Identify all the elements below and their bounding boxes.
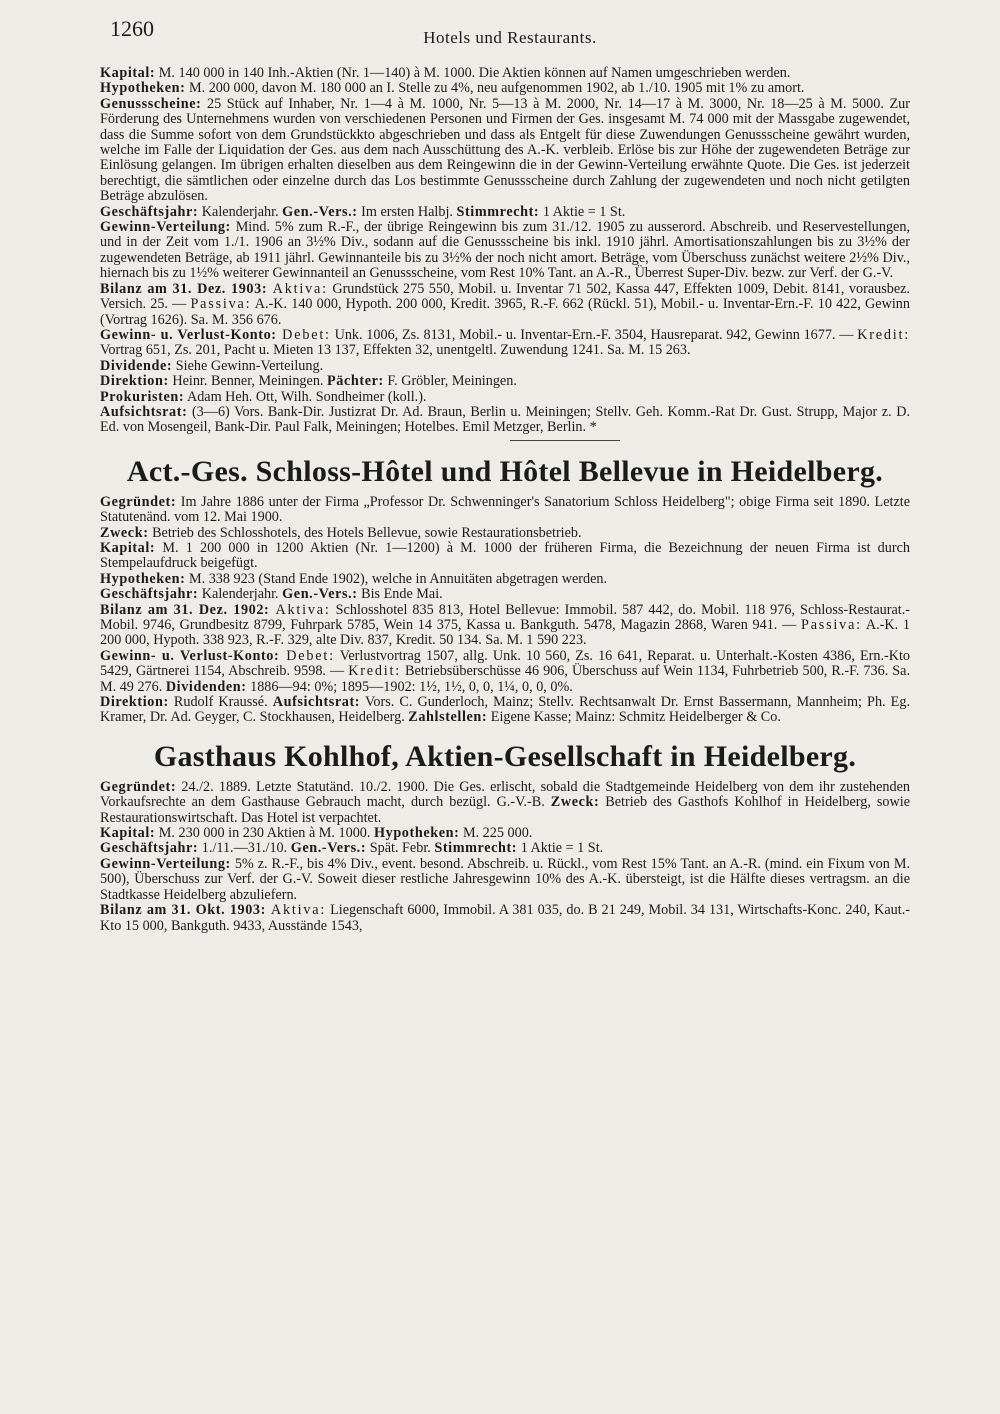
spaced-label: Passiva:	[190, 296, 252, 313]
field-text: 1./11.—31./10.	[198, 840, 291, 857]
field-text: Verlustvortrag 1507, allg. Unk. 10 560, Zs. 16 641, Reparat. u. Unterhalt.-Kosten 4386, Ern.-Kto 5429, Gärtnerei 1154, Abschreib. 9598. —	[100, 647, 911, 680]
field-label: Zweck:	[100, 524, 149, 541]
field-label: Stimmrecht:	[456, 203, 540, 220]
paragraph	[100, 572, 910, 587]
paragraph	[100, 903, 910, 934]
paragraph	[100, 374, 910, 389]
field-label: Gewinn-Verteilung:	[100, 219, 231, 236]
paragraph	[100, 587, 910, 602]
spaced-label: Aktiva:	[267, 280, 328, 297]
field-text: Rudolf Kraussé.	[168, 694, 273, 711]
field-label: Gen.-Vers.:	[290, 840, 367, 857]
field-label: Dividenden:	[165, 678, 247, 695]
field-label: Gen.-Vers.:	[282, 586, 358, 603]
field-text: Grundstück 275 550, Mobil. u. Inventar 71 502, Kassa 447, Effekten 1009, Debit. 8141, vorausbez. Versich. 25. —	[100, 280, 910, 313]
field-label: Direktion:	[100, 694, 169, 711]
field-text: M. 338 923 (Stand Ende 1902), welche in Annuitäten abgetragen werden.	[185, 570, 608, 587]
entry-schloss-hotel-bellevue	[100, 495, 910, 726]
paragraph	[100, 649, 910, 695]
field-label: Geschäftsjahr:	[100, 203, 199, 220]
field-label: Zweck:	[550, 794, 600, 811]
field-text: M. 200 000, davon M. 180 000 an I. Stelle zu 4%, neu aufgenommen 1902, ab 1./10. 1905 mit 1% zu amort.	[185, 80, 805, 97]
field-label: Gewinn-Verteilung:	[100, 855, 231, 872]
spaced-label: Aktiva:	[265, 902, 327, 919]
field-text: M. 230 000 in 230 Aktien à M. 1000.	[155, 825, 374, 842]
paragraph	[100, 695, 910, 726]
field-text: Betrieb des Schlosshotels, des Hotels Bellevue, sowie Restaurationsbetrieb.	[148, 524, 582, 541]
entry-title-schloss-hotel: Act.-Ges. Schloss-Hôtel und Hôtel Bellevue in Heidelberg.	[126, 454, 884, 488]
field-text: Betriebsüberschüsse 46 906, Überschuss auf Wein 1134, Fuhrbetrieb 500, R.-F. 736. Sa. M. 49 276.	[100, 663, 910, 695]
paragraph	[100, 603, 910, 649]
field-text: Kalenderjahr.	[198, 203, 283, 220]
field-text: 5% z. R.-F., bis 4% Div., event. besond. Abschreib. u. Rückl., vom Rest 15% Tant. an A.-R. (mind. ein Fixum von M. 500), Überschuss zur Verf. der G.-V. Soweit dieser restliche Jahresgewinn 10% des A.-K. übersteigt, ist die Hälfte dieses vertragsm. an die Stadtkasse Heidelberg abzuliefern.	[100, 855, 910, 903]
field-label: Gewinn- u. Verlust-Konto:	[100, 647, 280, 664]
field-text: Bis Ende Mai.	[357, 586, 443, 603]
field-text: Unk. 1006, Zs. 8131, Mobil.- u. Inventar-Ern.-F. 3504, Hausreparat. 942, Gewinn 1677. —	[330, 326, 858, 343]
field-label: Stimmrecht:	[434, 840, 518, 857]
field-label: Bilanz am 31. Dez. 1902:	[100, 601, 270, 618]
page-number: 1260	[110, 16, 154, 41]
field-label: Kapital:	[100, 65, 156, 81]
field-text: Kalenderjahr.	[198, 586, 283, 603]
entry-title-gasthaus-kohlhof: Gasthaus Kohlhof, Aktien-Gesellschaft in Heidelberg.	[153, 739, 857, 773]
field-text: A.-K. 140 000, Hypoth. 200 000, Kredit. 3965, R.-F. 662 (Rückl. 51), Mobil.- u. Inventar-Ern.-F. 10 422, Gewinn (Vortrag 1626). Sa. M. 356 676.	[100, 296, 910, 328]
spaced-label: Debet:	[279, 647, 335, 664]
paragraph	[100, 359, 910, 374]
field-text: 25 Stück auf Inhaber, Nr. 1—4 à M. 1000, Nr. 5—13 à M. 2000, Nr. 14—17 à M. 3000, Nr. 18—25 à M. 5000. Zur Förderung des Unternehmens wurden von verschiedenen Personen und Firmen der Ges. insgesamt M. 74 000 mit der Massgabe zugewendet, dass die Summe sofort von dem Grundstückkto abgeschrieben und dass als Entgelt für diese Zuwendungen Genussscheine gewährt wurden, welche im Falle der Liquidation der Ges. aus dem nach Ausschüttung des A.-K. verbleib. Erlöse bis zur Höhe der zugewendeten Beträge zur Einlösung gelangen. Im übrigen erhalten dieselben aus dem Reingewinn die in der Gewinn-Verteilung erwähnte Quote. Die Ges. ist jederzeit berechtigt, die sämtlichen oder einzelne durch das Los bestimmte Genussscheine durch Zahlung der zugewendeten und noch nicht getilgten Beträge abzulösen.	[100, 95, 910, 205]
field-label: Bilanz am 31. Dez. 1903:	[100, 280, 268, 297]
page-content	[100, 66, 910, 934]
field-label: Hypotheken:	[100, 570, 186, 587]
paragraph	[100, 405, 910, 436]
field-text: Spät. Febr.	[366, 840, 435, 857]
field-label: Geschäftsjahr:	[100, 586, 199, 603]
paragraph	[100, 541, 910, 572]
field-text: Vors. C. Gunderloch, Mainz; Stellv. Rechtsanwalt Dr. Ernst Bassermann, Mannheim; Ph. Eg. Kramer, Dr. Ad. Geyger, C. Stockhausen, Heidelberg.	[100, 694, 910, 726]
field-text: (3—6) Vors. Bank-Dir. Justizrat Dr. Ad. Braun, Berlin u. Meiningen; Stellv. Geh. Komm.-Rat Dr. Gust. Strupp, Major z. D. Ed. von Mosengeil, Bank-Dir. Paul Falk, Meiningen; Hotelbes. Emil Metzger, Berlin. *	[100, 403, 910, 436]
field-label: Aufsichtsrat:	[272, 694, 361, 711]
spaced-label: Passiva:	[801, 617, 862, 633]
field-text: Adam Heh. Ott, Wilh. Sondheimer (koll.).	[184, 388, 427, 405]
paragraph	[100, 495, 910, 526]
field-text: Mind. 5% zum R.-F., der übrige Reingewinn bis zum 31./12. 1905 zu ausserord. Abschreib. und Reservestellungen, und in der Zeit vom 1./1. 1906 an 3½% Div., sodann auf die Genussscheine bis inkl. 1910 jährl. Amortisationszahlungen bis zu 3½% der zugewendeten Beträge, ab 1911 jährl. Gewinnanteile bis zu 3½% der noch nicht amort. Beträge, vom Überschuss zunächst weitere 2½% Div., hiernach bis zu 1½% weiterer Gewinnanteil an Genussscheine, vom Rest 10% Tant. an A.-R., Überrest Super-Div. bezw. zur Verf. der G.-V.	[100, 219, 910, 282]
paragraph	[100, 857, 910, 903]
field-text: F. Gröbler, Meiningen.	[383, 373, 517, 390]
field-label: Gegründet:	[100, 493, 177, 510]
paragraph	[100, 526, 910, 541]
field-text: M. 225 000.	[459, 825, 533, 842]
page-header	[110, 14, 910, 50]
field-label: Hypotheken:	[373, 825, 460, 842]
field-label: Geschäftsjahr:	[100, 840, 199, 857]
field-label: Gegründet:	[100, 778, 177, 795]
field-text: Liegenschaft 6000, Immobil. A 381 035, do. B 21 249, Mobil. 34 131, Wirtschafts-Konc. 240, Kaut.-Kto 15 000, Bankguth. 9433, Ausstände 1543,	[100, 902, 910, 934]
field-text: Siehe Gewinn-Verteilung.	[172, 357, 324, 374]
paragraph	[100, 780, 910, 826]
field-text: Im ersten Halbj.	[357, 203, 457, 220]
field-label: Dividende:	[100, 357, 173, 374]
field-text: M. 140 000 in 140 Inh.-Aktien (Nr. 1—140) à M. 1000. Die Aktien können auf Namen umgeschrieben werden.	[155, 65, 791, 81]
field-text: 1 Aktie = 1 St.	[539, 203, 626, 220]
paragraph	[100, 81, 910, 96]
field-text: 1886—94: 0%; 1895—1902: 1½, 1½, 0, 0, 1¼, 0, 0, 0%.	[246, 678, 573, 695]
field-label: Hypotheken:	[100, 80, 186, 97]
field-text: Heinr. Benner, Meiningen.	[168, 373, 328, 390]
field-text: Betrieb des Gasthofs Kohlhof in Heidelberg, sowie Restaurationswirtschaft. Das Hotel ist verpachtet.	[100, 794, 910, 826]
paragraph	[100, 841, 910, 856]
field-label: Aufsichtsrat:	[100, 403, 188, 420]
field-label: Pächter:	[327, 373, 384, 390]
field-label: Genussscheine:	[100, 95, 202, 112]
field-text: Vortrag 651, Zs. 201, Pacht u. Mieten 13 137, Effekten 32, unentgeltl. Zuwendung 1241. Sa. M. 15 263.	[100, 342, 691, 359]
separator-rule	[510, 440, 620, 441]
paragraph	[100, 205, 910, 220]
entry-meiningen-hotel	[100, 66, 910, 436]
field-label: Kapital:	[100, 539, 156, 556]
paragraph	[100, 220, 910, 282]
field-text: 24./2. 1889. Letzte Statutänd. 10./2. 1900. Die Ges. erlischt, sobald die Stadtgemeinde Heidelberg von dem ihr zustehenden Vorkaufsrechte an dem Gasthause Gebrauch macht, durch bezügl. G.-V.-B.	[100, 778, 910, 811]
entry-gasthaus-kohlhof	[100, 780, 910, 934]
spaced-label: Aktiva:	[269, 601, 331, 618]
spaced-label: Debet:	[276, 326, 331, 343]
field-label: Zahlstellen:	[408, 709, 488, 726]
paragraph	[100, 390, 910, 405]
spaced-label: Kredit:	[857, 326, 911, 343]
field-text: Eigene Kasse; Mainz: Schmitz Heidelberger & Co.	[487, 709, 781, 726]
paragraph	[100, 282, 910, 328]
field-label: Gen.-Vers.:	[282, 203, 358, 220]
field-label: Prokuristen:	[100, 388, 185, 405]
field-text: A.-K. 1 200 000, Hypoth. 338 923, R.-F. 329, alte Div. 837, Kredit. 50 134. Sa. M. 1 590 223.	[100, 617, 910, 649]
field-text: Schlosshotel 835 813, Hotel Bellevue: Immobil. 587 442, do. Mobil. 118 976, Schloss-Restaurat.-Mobil. 9746, Grundbesitz 8799, Fuhrpark 5785, Wein 14 375, Kassa u. Bankguth. 5478, Magazin 2868, Waren 941. —	[100, 601, 910, 633]
paragraph	[100, 97, 910, 205]
paragraph	[100, 826, 910, 841]
field-label: Bilanz am 31. Okt. 1903:	[100, 902, 266, 919]
field-text: M. 1 200 000 in 1200 Aktien (Nr. 1—1200) à M. 1000 der früheren Firma, die Bezeichnung der neuen Firma ist durch Stempelaufdruck beigefügt.	[100, 539, 910, 572]
running-title: Hotels und Restaurants.	[423, 28, 597, 47]
paragraph	[100, 66, 910, 81]
field-label: Gewinn- u. Verlust-Konto:	[100, 326, 277, 343]
field-label: Direktion:	[100, 373, 169, 390]
spaced-label: Kredit:	[348, 663, 401, 680]
field-text: 1 Aktie = 1 St.	[517, 840, 604, 857]
paragraph	[100, 328, 910, 359]
field-text: Im Jahre 1886 unter der Firma „Professor Dr. Schwenninger's Sanatorium Schloss Heidelberg"; obige Firma seit 1890. Letzte Statutenänd. vom 12. Mai 1900.	[100, 493, 910, 526]
field-label: Kapital:	[100, 825, 156, 842]
